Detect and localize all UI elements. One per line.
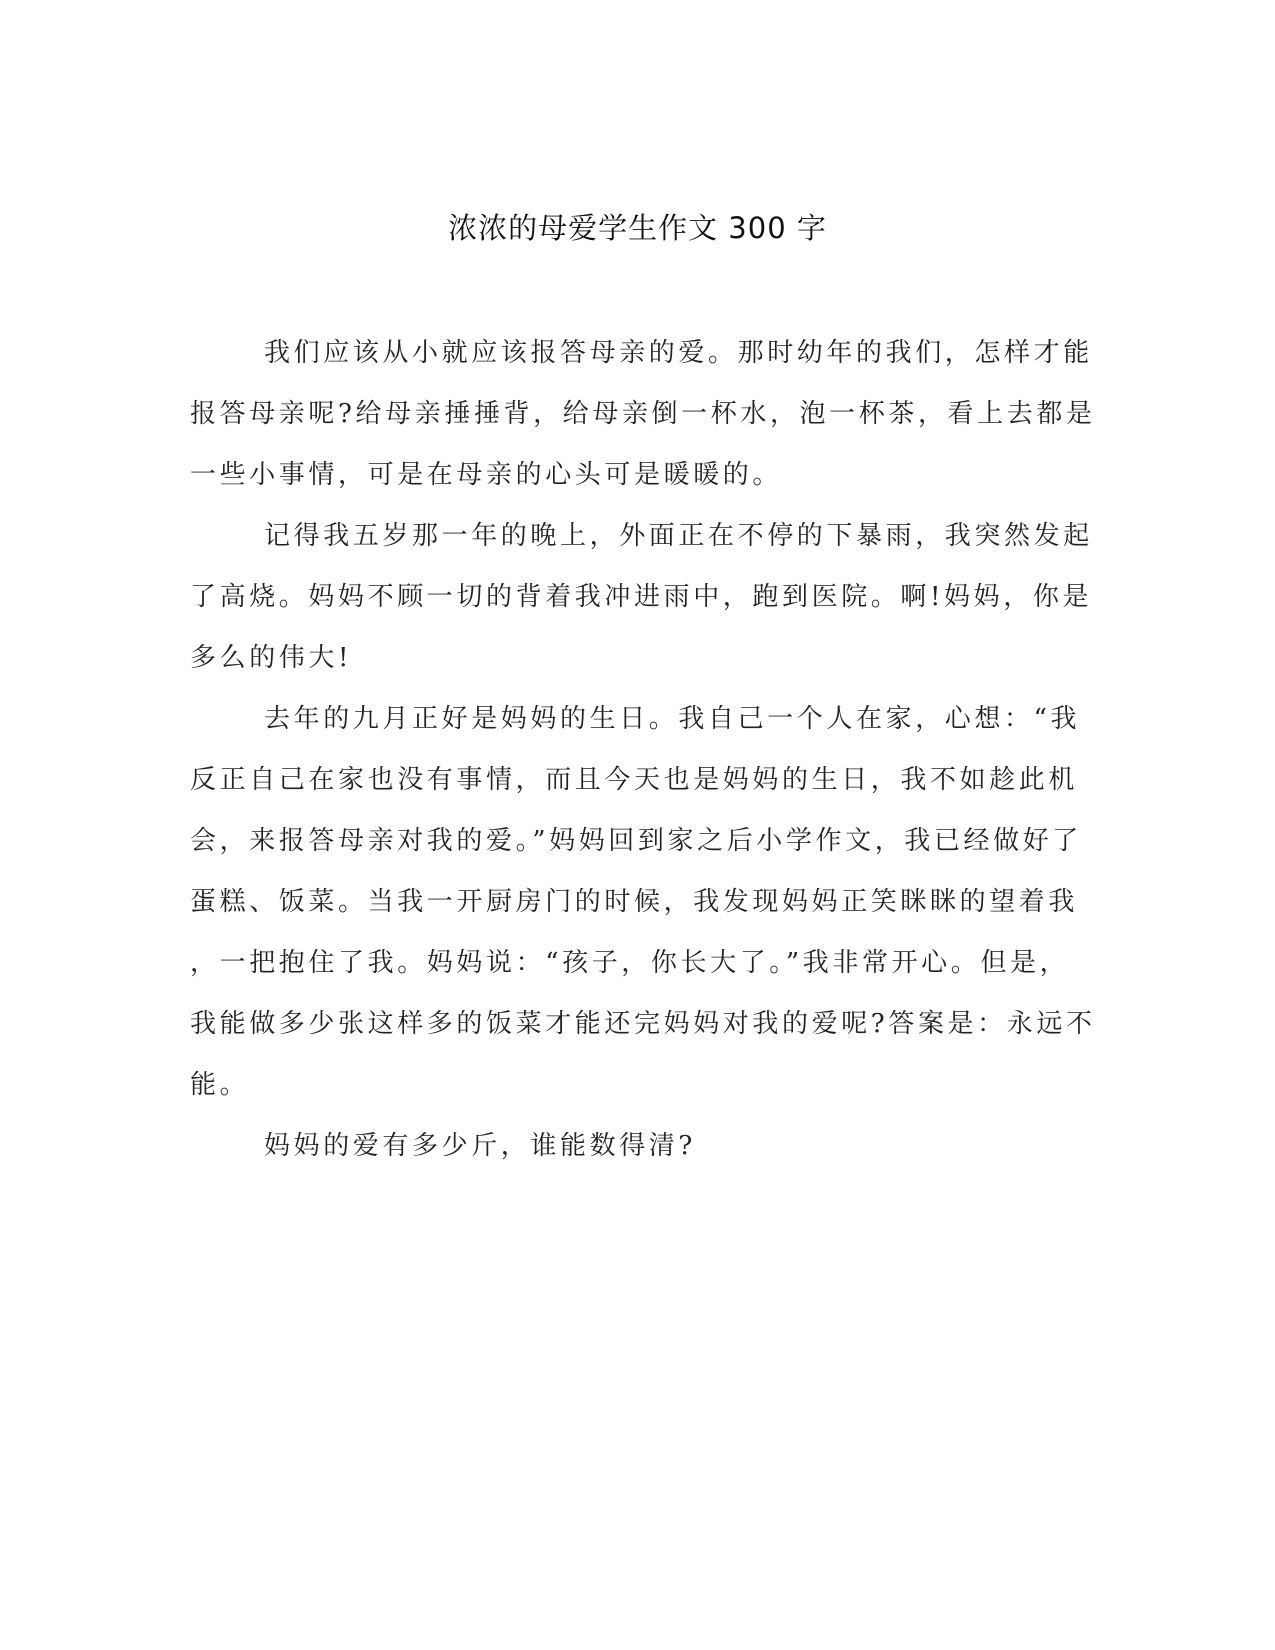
paragraph-1 [190,323,1096,506]
paragraph-line: ，一把抱住了我。妈妈说：“孩子，你长大了。”我非常开心。但是， [190,948,1070,978]
paragraph-line: 记得我五岁那一年的晚上，外面正在不停的下暴雨，我突然发起 [264,521,1093,551]
paragraph-line: 报答母亲呢?给母亲捶捶背，给母亲倒一杯水，泡一杯茶，看上去都是 [190,399,1096,429]
paragraph-line: 一些小事情，可是在母亲的心头可是暖暖的。 [190,460,783,490]
paragraph-line: 了高烧。妈妈不顾一切的背着我冲进雨中，跑到医院。啊!妈妈，你是 [190,582,1093,612]
paragraph-line: 会，来报答母亲对我的爱。”妈妈回到家之后小学作文，我已经做好了 [190,826,1082,856]
paragraph-line: 我能做多少张这样多的饭菜才能还完妈妈对我的爱呢?答案是：永远不 [190,1009,1096,1039]
paragraph-3 [190,689,1096,1116]
paragraph-line: 能。 [190,1070,250,1100]
paragraph-line: 多么的伟大! [190,643,353,673]
paragraph-line: 我们应该从小就应该报答母亲的爱。那时幼年的我们，怎样才能 [264,338,1093,368]
paragraph-line: 蛋糕、饭菜。当我一开厨房门的时候，我发现妈妈正笑眯眯的望着我 [190,887,1079,917]
paragraph-line: 去年的九月正好是妈妈的生日。我自己一个人在家，心想：“我 [264,704,1081,734]
paragraph-2 [190,506,1093,689]
paragraph-line: 妈妈的爱有多少斤，谁能数得清? [264,1131,696,1161]
paragraph-4 [190,1116,1080,1177]
document-body [190,323,1096,1177]
document-title: 浓浓的母爱学生作文 300 字 [448,211,827,245]
paragraph-line: 反正自己在家也没有事情，而且今天也是妈妈的生日，我不如趁此机 [190,765,1079,795]
